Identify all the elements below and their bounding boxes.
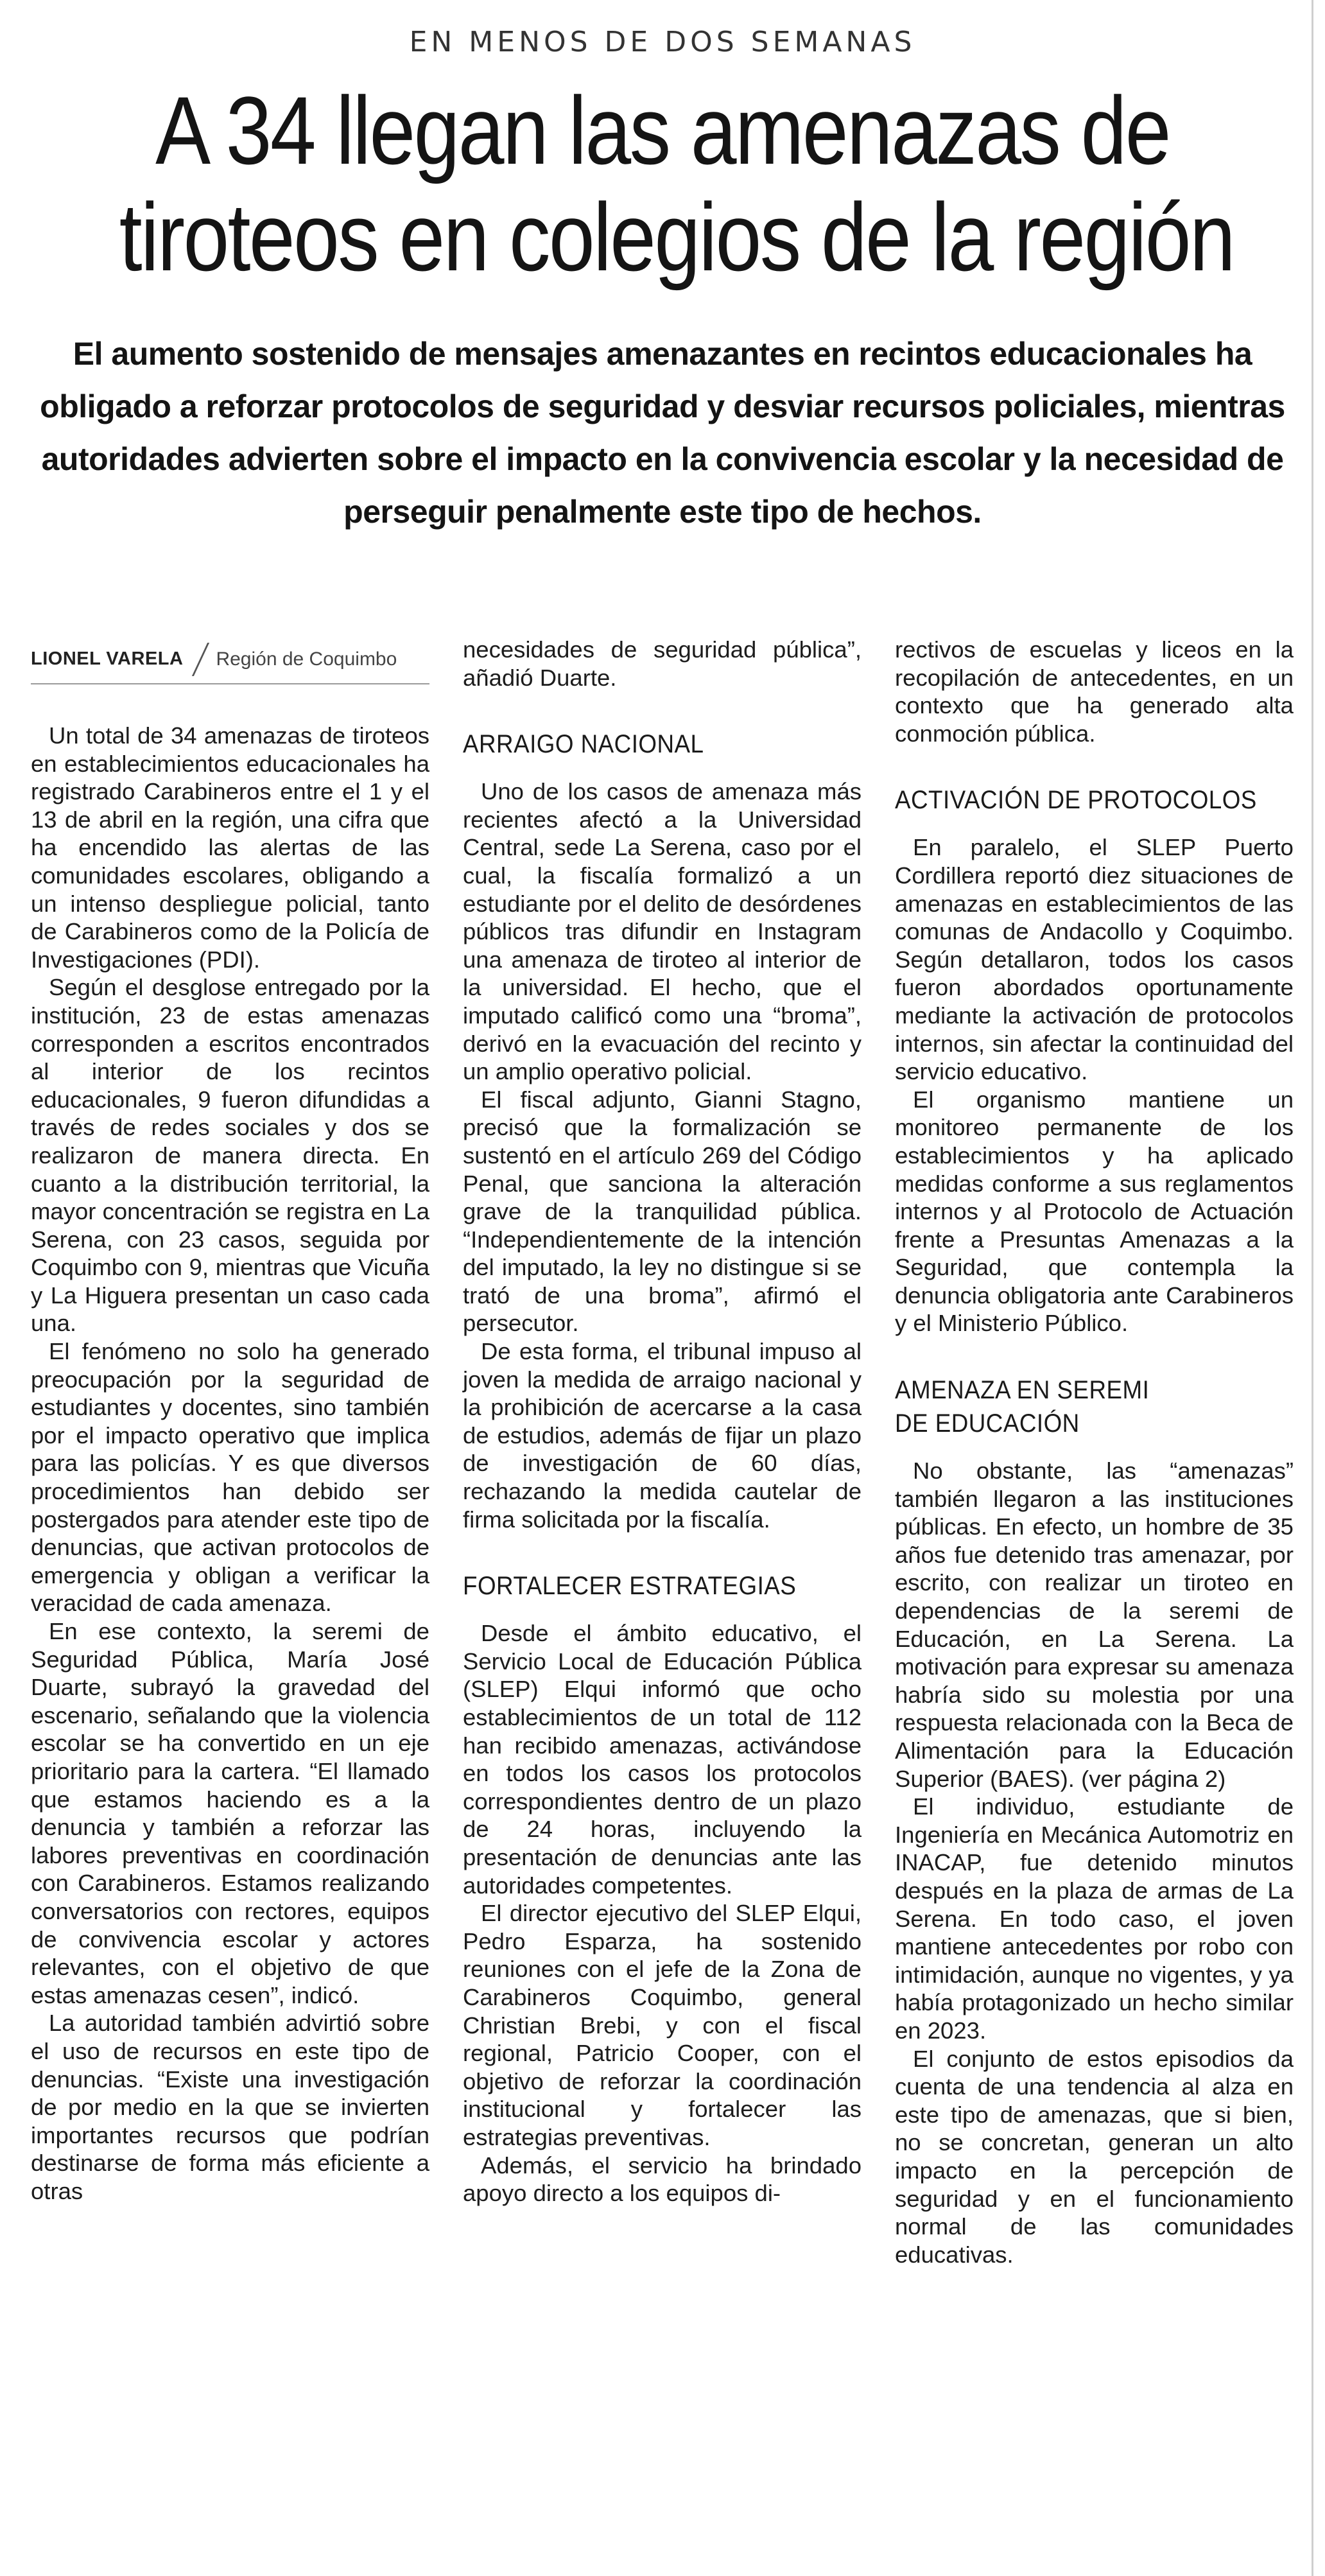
- paragraph-continued: rectivos de escuelas y liceos en la recopilación de antecedentes, en un contexto que ha generado alta conmoción pública.: [895, 636, 1294, 747]
- section-heading-seremi: [895, 1373, 1261, 1440]
- column-3: [895, 636, 1294, 2268]
- paragraph: De esta forma, el tribunal impuso al joven la medida de arraigo nacional y la prohibición de acercarse a la casa de estudios, además de fijar un plazo de investigación de 60 días, rechazando la medida cautelar de firma solicitada por la fiscalía.: [463, 1338, 862, 1533]
- paragraph: El fenómeno no solo ha generado preocupación por la seguridad de estudiantes y docentes, sino también por el impacto operativo que implica para las policías. Y es que diversos procedimientos han debido ser postergados para atender este tipo de denuncias, que activan protocolos de emergencia y obligan a verificar la veracidad de cada amenaza.: [31, 1338, 429, 1617]
- paragraph: Según el desglose entregado por la institución, 23 de estas amenazas corresponden a escritos encontrados al interior de los recintos educacionales, 9 fueron difundidas a través de redes sociales y dos se realizaron de manera directa. En cuanto a la distribución territorial, la mayor concentración se registra en La Serena, con 23 casos, seguida por Coquimbo con 9, mientras que Vicuña y La Higuera presentan un caso cada una.: [31, 974, 429, 1337]
- paragraph: El fiscal adjunto, Gianni Stagno, precisó que la formalización se sustentó en el artículo 269 del Código Penal, que sanciona la alteración grave de la tranquilidad pública. “Independientemente de la intención del imputado, la ley no distingue si se trató de una broma”, afirmó el persecutor.: [463, 1086, 862, 1337]
- byline-region: Región de Coquimbo: [216, 648, 397, 670]
- paragraph: Un total de 34 amenazas de tiroteos en establecimientos educacionales ha registrado Carabineros entre el 1 y el 13 de abril en la región, una cifra que ha encendido las alertas de las comunidades escolares, obligando a un intenso despliegue policial, tanto de Carabineros como de la Policía de Investigaciones (PDI).: [31, 722, 429, 973]
- paragraph: En paralelo, el SLEP Puerto Cordillera reportó diez situaciones de amenazas en establecimientos de las comunas de Andacollo y Coquimbo. Según detallaron, todos los casos fueron abordados oportunamente mediante la activación de protocolos internos, sin afectar la continuidad del servicio educativo.: [895, 834, 1294, 1085]
- byline: [31, 636, 429, 684]
- paragraph: El individuo, estudiante de Ingeniería en Mecánica Automotriz en INACAP, fue detenido minutos después en la plaza de armas de La Serena. En todo caso, el joven mantiene antecedentes por robo con intimidación, aunque no vigentes, y ya había protagonizado un hecho similar en 2023.: [895, 1793, 1294, 2044]
- column-1: [31, 636, 429, 2268]
- section-heading-fortalecer: FORTALECER ESTRATEGIAS: [463, 1572, 797, 1601]
- section-heading-seremi-line-2: DE EDUCACIÓN: [895, 1409, 1080, 1438]
- byline-divider: [192, 643, 209, 676]
- paragraph: Además, el servicio ha brindado apoyo directo a los equipos di-: [463, 2152, 862, 2207]
- headline: [119, 76, 1234, 291]
- section-heading-seremi-line-1: AMENAZA EN SEREMI: [895, 1376, 1150, 1405]
- byline-author: LIONEL VARELA: [31, 648, 184, 670]
- paragraph: La autoridad también advirtió sobre el uso de recursos en este tipo de denuncias. “Existe una investigación de por medio en la que se invierten importantes recursos que podrían destinarse de forma más eficiente a otras: [31, 2010, 429, 2204]
- kicker: EN MENOS DE DOS SEMANAS: [409, 26, 916, 58]
- headline-line-1: A 34 llegan las amenazas de: [155, 76, 1170, 184]
- article-body: [31, 636, 1294, 2268]
- paragraph: Uno de los casos de amenaza más recientes afectó a la Universidad Central, sede La Serena, caso por el cual, la fiscalía formalizó a un estudiante por el delito de desórdenes públicos tras difundir en Instagram una amenaza de tiroteo al interior de la universidad. El hecho, que el imputado calificó como una “broma”, derivó en la evacuación del recinto y un amplio operativo policial.: [463, 778, 862, 1085]
- paragraph: El director ejecutivo del SLEP Elqui, Pedro Esparza, ha sostenido reuniones con el jefe de la Zona de Carabineros Coquimbo, general Christian Brebi, y con el fiscal regional, Patricio Cooper, con el objetivo de reforzar la coordinación institucional y fortalecer las estrategias preventivas.: [463, 1900, 862, 2150]
- paragraph: Desde el ámbito educativo, el Servicio Local de Educación Pública (SLEP) Elqui informó que ocho establecimientos de un total de 112 han recibido amenazas, activándose en todos los casos los protocolos correspondientes dentro de un plazo de 24 horas, incluyendo la presentación de denuncias ante las autoridades competentes.: [463, 1620, 862, 1899]
- headline-line-2: tiroteos en colegios de la región: [119, 183, 1234, 291]
- paragraph: En ese contexto, la seremi de Seguridad Pública, María José Duarte, subrayó la gravedad del escenario, señalando que la violencia escolar se ha convertido en un eje prioritario para la cartera. “El llamado que estamos haciendo es a la denuncia y también a reforzar las labores preventivas en coordinación con Carabineros. Estamos realizando conversatorios con rectores, equipos de convivencia escolar y actores relevantes, con el objetivo de que estas amenazas cesen”, indicó.: [31, 1618, 429, 2008]
- paragraph-continued: necesidades de seguridad pública”, añadió Duarte.: [463, 636, 862, 691]
- section-heading-arraigo: ARRAIGO NACIONAL: [463, 730, 704, 759]
- section-heading-activacion: ACTIVACIÓN DE PROTOCOLOS: [895, 786, 1257, 815]
- page-edge-rule: [1312, 0, 1313, 2576]
- column-2: [463, 636, 862, 2268]
- paragraph: El conjunto de estos episodios da cuenta de una tendencia al alza en este tipo de amenazas, que si bien, no se concretan, generan un alto impacto en la percepción de seguridad y en el funcionamiento normal de las comunidades educativas.: [895, 2045, 1294, 2268]
- paragraph: El organismo mantiene un monitoreo permanente de los establecimientos y ha aplicado medidas conforme a sus reglamentos internos y al Protocolo de Actuación frente a Presuntas Amenazas a la Seguridad, que contempla la denuncia obligatoria ante Carabineros y el Ministerio Público.: [895, 1086, 1294, 1337]
- subhead: El aumento sostenido de mensajes amenazantes en recintos educacionales ha obligado a reforzar protocolos de seguridad y desviar recursos policiales, mientras autoridades advierten sobre el impacto en la convivencia escolar y la necesidad de perseguir penalmente este tipo de hechos.: [40, 336, 1285, 530]
- paragraph: No obstante, las “amenazas” también llegaron a las instituciones públicas. En efecto, un hombre de 35 años fue detenido tras amenazar, por escrito, con realizar un tiroteo en dependencias de la seremi de Educación, en La Serena. La motivación para expresar su amenaza habría sido su molestia por una respuesta relacionada con la Beca de Alimentación para la Educación Superior (BAES). (ver página 2): [895, 1458, 1294, 1792]
